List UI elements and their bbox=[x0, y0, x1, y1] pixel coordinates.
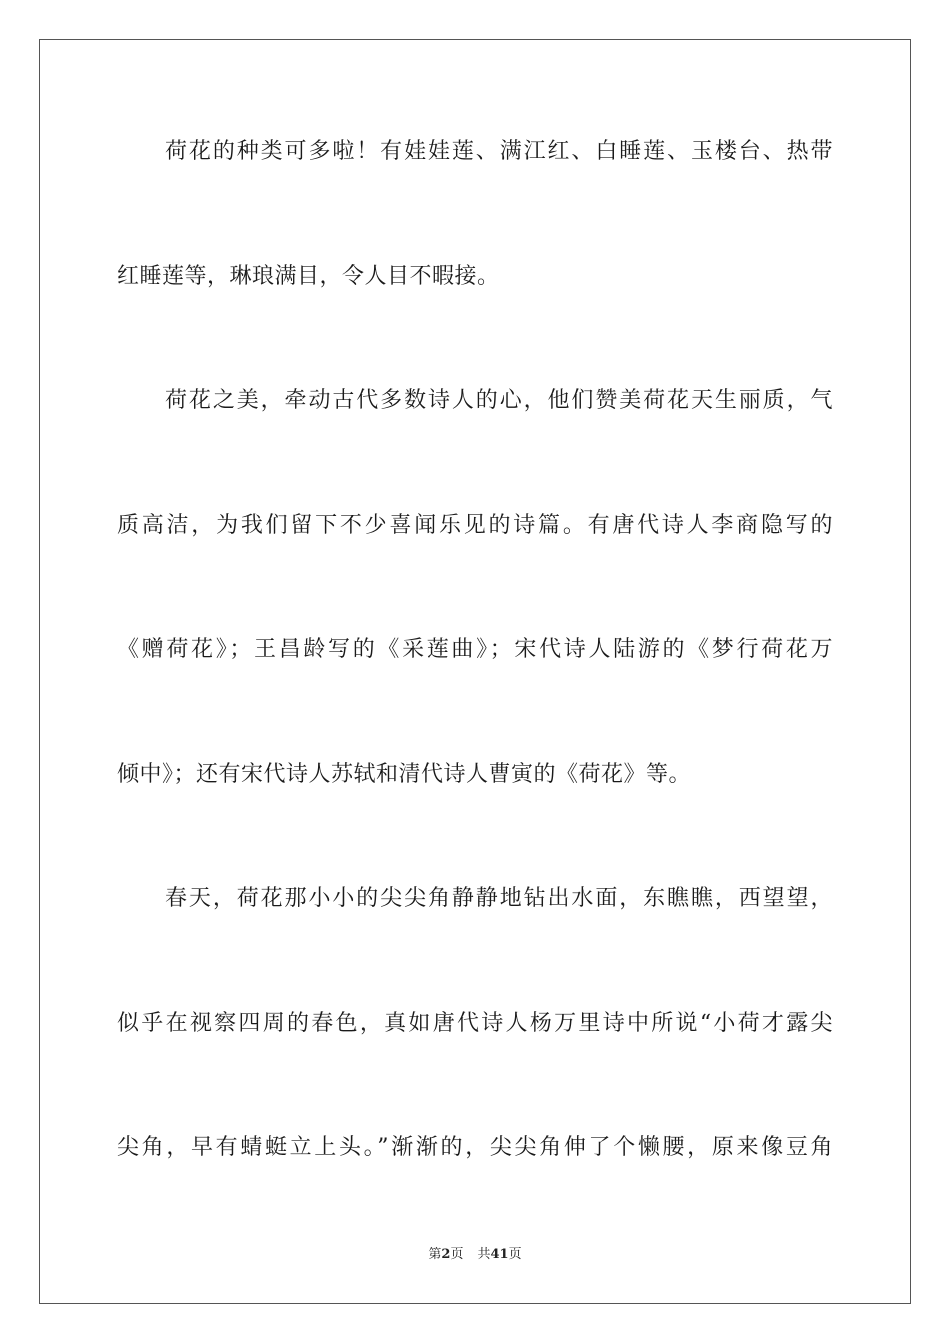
paragraph-2-line-2: 质高洁，为我们留下不少喜闻乐见的诗篇。有唐代诗人李商隐写的 bbox=[117, 513, 833, 538]
total-suffix: 页 bbox=[508, 1247, 522, 1262]
paragraph-1-line-2: 红睡莲等，琳琅满目，令人目不暇接。 bbox=[117, 264, 500, 289]
page-border bbox=[39, 39, 911, 1304]
paragraph-3-line-1: 春天，荷花那小小的尖尖角静静地钻出水面，东瞧瞧，西望望， bbox=[165, 886, 833, 911]
paragraph-3-line-2: 似乎在视察四周的春色，真如唐代诗人杨万里诗中所说“小荷才露尖 bbox=[117, 1011, 833, 1036]
page-suffix: 页 bbox=[450, 1247, 464, 1262]
paragraph-2-line-4: 倾中》；还有宋代诗人苏轼和清代诗人曹寅的《荷花》等。 bbox=[117, 762, 692, 787]
paragraph-3-line-3: 尖角，早有蜻蜓立上头。”渐渐的，尖尖角伸了个懒腰，原来像豆角 bbox=[117, 1135, 833, 1160]
page-footer bbox=[0, 1246, 950, 1264]
paragraph-1-line-1: 荷花的种类可多啦！有娃娃莲、满江红、白睡莲、玉楼台、热带 bbox=[165, 139, 833, 164]
total-pages: 41 bbox=[490, 1247, 509, 1262]
paragraph-2-line-1: 荷花之美，牵动古代多数诗人的心，他们赞美荷花天生丽质，气 bbox=[165, 388, 833, 413]
page-number: 2 bbox=[441, 1247, 451, 1262]
total-prefix: 共 bbox=[477, 1247, 491, 1262]
page-prefix: 第 bbox=[428, 1247, 442, 1262]
paragraph-2-line-3: 《赠荷花》；王昌龄写的《采莲曲》；宋代诗人陆游的《梦行荷花万 bbox=[117, 637, 833, 662]
